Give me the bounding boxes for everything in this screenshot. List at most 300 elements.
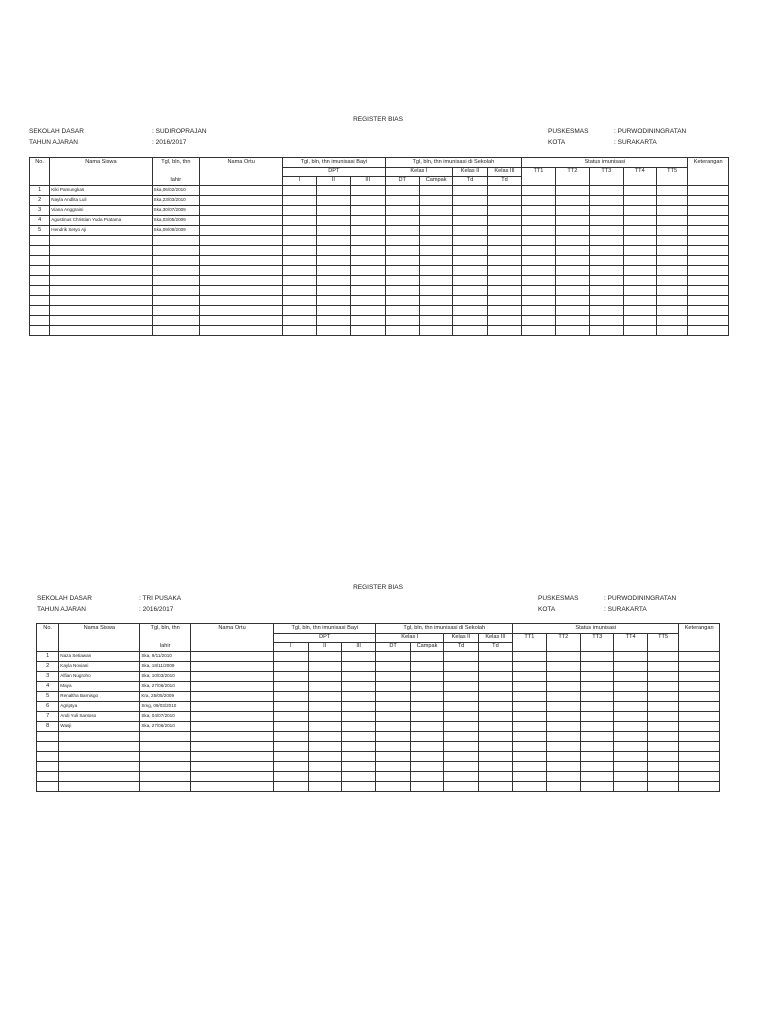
table-cell bbox=[283, 266, 316, 276]
table-row bbox=[30, 246, 729, 256]
table-cell bbox=[478, 652, 512, 662]
table-cell bbox=[316, 326, 350, 336]
table-cell bbox=[351, 306, 385, 316]
table-cell bbox=[376, 722, 410, 732]
col-header-tt1: TT1 bbox=[522, 168, 555, 177]
table-cell bbox=[351, 326, 385, 336]
table-cell bbox=[581, 772, 614, 782]
col-header-td-ii: Td bbox=[444, 643, 478, 652]
table-cell bbox=[190, 712, 273, 722]
table-cell bbox=[453, 306, 487, 316]
form-title: REGISTER BIAS bbox=[353, 116, 403, 123]
col-header-campak: Campak bbox=[410, 643, 443, 652]
table-cell bbox=[152, 266, 200, 276]
col-header-dpt-i: I bbox=[283, 177, 316, 186]
table-cell bbox=[513, 652, 546, 662]
table-cell bbox=[274, 752, 308, 762]
table-cell bbox=[453, 226, 487, 236]
table-cell bbox=[487, 316, 521, 326]
table-cell bbox=[513, 692, 546, 702]
table-cell bbox=[614, 662, 647, 672]
table-cell bbox=[37, 752, 59, 762]
col-header-imunisasi-sekolah: Tgl, bln, thn imunisasi di Sekolah bbox=[385, 158, 522, 168]
table-cell bbox=[444, 692, 478, 702]
table-cell bbox=[283, 286, 316, 296]
table-cell bbox=[50, 296, 152, 306]
table-cell bbox=[444, 742, 478, 752]
table-cell bbox=[623, 226, 656, 236]
table-cell bbox=[376, 662, 410, 672]
table-row bbox=[37, 782, 720, 792]
table-cell bbox=[376, 712, 410, 722]
puskesmas-label: PUSKESMAS bbox=[538, 595, 579, 602]
table-cell bbox=[410, 782, 443, 792]
col-header-tt5: TT5 bbox=[647, 634, 678, 643]
table-cell bbox=[555, 286, 589, 296]
table-cell bbox=[555, 246, 589, 256]
col-header-tgl-lahir: Tgl, bln, thn bbox=[140, 624, 191, 634]
table-cell bbox=[190, 762, 273, 772]
year-value: : 2016/2017 bbox=[139, 606, 174, 613]
table-cell bbox=[419, 286, 452, 296]
table-cell bbox=[656, 196, 687, 206]
table-cell bbox=[385, 216, 419, 226]
table-cell bbox=[647, 662, 678, 672]
table-cell bbox=[283, 316, 316, 326]
table-cell bbox=[410, 662, 443, 672]
table-cell bbox=[487, 266, 521, 276]
table-cell bbox=[623, 196, 656, 206]
table-cell bbox=[522, 186, 555, 196]
table-cell bbox=[581, 762, 614, 772]
table-cell bbox=[410, 732, 443, 742]
table-row bbox=[30, 226, 729, 236]
table-cell bbox=[647, 702, 678, 712]
table-cell bbox=[522, 286, 555, 296]
table-cell bbox=[283, 226, 316, 236]
table-cell bbox=[656, 206, 687, 216]
table-cell bbox=[140, 742, 191, 752]
table-cell bbox=[376, 752, 410, 762]
table-cell bbox=[30, 266, 50, 276]
table-cell bbox=[419, 226, 452, 236]
cell-no: 2 bbox=[30, 196, 50, 206]
table-cell bbox=[590, 266, 623, 276]
col-header-dpt-ii: II bbox=[308, 643, 341, 652]
table-cell bbox=[513, 752, 546, 762]
table-cell bbox=[478, 732, 512, 742]
table-cell bbox=[614, 782, 647, 792]
table-cell bbox=[614, 702, 647, 712]
table-cell bbox=[623, 216, 656, 226]
table-cell bbox=[590, 276, 623, 286]
cell-tgl-lahir: Ska,09/08/2009 bbox=[152, 226, 200, 236]
table-cell bbox=[200, 266, 283, 276]
table-cell bbox=[656, 256, 687, 266]
col-header-kelas-i: Kelas I bbox=[376, 634, 444, 643]
table-cell bbox=[614, 772, 647, 782]
table-cell bbox=[190, 692, 273, 702]
table-cell bbox=[140, 732, 191, 742]
table-cell bbox=[444, 682, 478, 692]
table-cell bbox=[453, 286, 487, 296]
table-cell bbox=[341, 702, 375, 712]
table-cell bbox=[590, 286, 623, 296]
table-cell bbox=[444, 722, 478, 732]
table-cell bbox=[341, 662, 375, 672]
table-cell bbox=[647, 692, 678, 702]
table-cell bbox=[513, 682, 546, 692]
table-cell bbox=[546, 782, 580, 792]
table-cell bbox=[555, 216, 589, 226]
table-cell bbox=[656, 186, 687, 196]
cell-nama-siswa: Viana Anggraini bbox=[50, 206, 152, 216]
table-row bbox=[30, 266, 729, 276]
table-cell bbox=[581, 652, 614, 662]
table-cell bbox=[190, 732, 273, 742]
table-cell bbox=[419, 206, 452, 216]
table-cell bbox=[283, 236, 316, 246]
table-row bbox=[30, 196, 729, 206]
table-cell bbox=[385, 306, 419, 316]
school-value: : TRI PUSAKA bbox=[139, 595, 182, 602]
table-cell bbox=[30, 326, 50, 336]
table-cell bbox=[478, 742, 512, 752]
table-cell bbox=[351, 256, 385, 266]
table-cell bbox=[200, 306, 283, 316]
col-header-dpt: DPT bbox=[274, 634, 376, 643]
table-cell bbox=[444, 752, 478, 762]
table-cell bbox=[376, 692, 410, 702]
cell-nama-siswa: Agriptya bbox=[59, 702, 140, 712]
table-cell bbox=[30, 246, 50, 256]
table-cell bbox=[647, 712, 678, 722]
table-cell bbox=[283, 256, 316, 266]
table-cell bbox=[453, 206, 487, 216]
col-header-dt: DT bbox=[385, 177, 419, 186]
table-cell bbox=[522, 266, 555, 276]
table-cell bbox=[581, 662, 614, 672]
table-row bbox=[37, 692, 720, 702]
table-cell bbox=[351, 206, 385, 216]
col-header-nama-ortu: Nama Ortu bbox=[190, 624, 273, 634]
col-header-dpt-iii: III bbox=[351, 177, 385, 186]
table-cell bbox=[316, 216, 350, 226]
table-cell bbox=[274, 662, 308, 672]
table-cell bbox=[656, 316, 687, 326]
table-cell bbox=[308, 772, 341, 782]
table-cell bbox=[647, 732, 678, 742]
table-cell bbox=[152, 316, 200, 326]
table-cell bbox=[30, 316, 50, 326]
table-cell bbox=[656, 306, 687, 316]
school-label: SEKOLAH DASAR bbox=[29, 128, 84, 135]
cell-no: 6 bbox=[37, 702, 59, 712]
table-cell bbox=[341, 672, 375, 682]
table-cell bbox=[341, 722, 375, 732]
table-cell bbox=[513, 672, 546, 682]
table-cell bbox=[453, 186, 487, 196]
table-cell bbox=[200, 196, 283, 206]
table-cell bbox=[152, 326, 200, 336]
table-cell bbox=[385, 186, 419, 196]
table-cell bbox=[546, 652, 580, 662]
table-cell bbox=[688, 266, 729, 276]
table-cell bbox=[487, 286, 521, 296]
table-cell bbox=[410, 692, 443, 702]
table-cell bbox=[623, 296, 656, 306]
table-cell bbox=[308, 662, 341, 672]
col-header-td-iii: Td bbox=[478, 643, 512, 652]
cell-nama-siswa: Alfian Nugroho bbox=[59, 672, 140, 682]
table-cell bbox=[656, 286, 687, 296]
table-cell bbox=[614, 682, 647, 692]
table-cell bbox=[688, 226, 729, 236]
table-cell bbox=[200, 226, 283, 236]
table-cell bbox=[30, 276, 50, 286]
table-cell bbox=[50, 316, 152, 326]
table-row bbox=[30, 276, 729, 286]
table-cell bbox=[478, 682, 512, 692]
table-cell bbox=[316, 306, 350, 316]
table-cell bbox=[37, 732, 59, 742]
col-header-tt1: TT1 bbox=[513, 634, 546, 643]
table-cell bbox=[274, 762, 308, 772]
table-row bbox=[30, 256, 729, 266]
table-cell bbox=[555, 186, 589, 196]
cell-no: 1 bbox=[30, 186, 50, 196]
table-cell bbox=[385, 276, 419, 286]
table-cell bbox=[283, 196, 316, 206]
table-cell bbox=[623, 276, 656, 286]
table-cell bbox=[478, 672, 512, 682]
cell-no: 4 bbox=[30, 216, 50, 226]
table-cell bbox=[283, 216, 316, 226]
kota-label: KOTA bbox=[538, 606, 556, 613]
col-header-keterangan: Keterangan bbox=[688, 158, 729, 168]
table-cell bbox=[679, 652, 720, 662]
table-row bbox=[37, 722, 720, 732]
table-row bbox=[37, 712, 720, 722]
table-cell bbox=[614, 712, 647, 722]
table-cell bbox=[513, 772, 546, 782]
table-cell bbox=[59, 782, 140, 792]
table-cell bbox=[385, 256, 419, 266]
table-cell bbox=[522, 316, 555, 326]
table-cell bbox=[581, 682, 614, 692]
table-cell bbox=[274, 722, 308, 732]
table-cell bbox=[478, 692, 512, 702]
table-cell bbox=[274, 682, 308, 692]
table-row bbox=[37, 742, 720, 752]
table-cell bbox=[487, 196, 521, 206]
puskesmas-value: : PURWODININGRATAN bbox=[614, 128, 687, 135]
table-cell bbox=[419, 216, 452, 226]
table-cell bbox=[200, 256, 283, 266]
table-cell bbox=[385, 326, 419, 336]
kota-label: KOTA bbox=[548, 139, 566, 146]
table-cell bbox=[590, 246, 623, 256]
table-cell bbox=[478, 762, 512, 772]
col-header-tgl-lahir: Tgl, bln, thn bbox=[152, 158, 200, 168]
table-cell bbox=[679, 772, 720, 782]
table-cell bbox=[274, 702, 308, 712]
table-cell bbox=[444, 672, 478, 682]
table-cell bbox=[308, 732, 341, 742]
table-row bbox=[30, 326, 729, 336]
cell-no: 7 bbox=[37, 712, 59, 722]
table-cell bbox=[546, 722, 580, 732]
table-cell bbox=[522, 296, 555, 306]
table-cell bbox=[656, 326, 687, 336]
table-cell bbox=[351, 296, 385, 306]
table-cell bbox=[688, 276, 729, 286]
table-cell bbox=[444, 772, 478, 782]
table-row bbox=[30, 316, 729, 326]
table-cell bbox=[581, 722, 614, 732]
table-cell bbox=[487, 186, 521, 196]
table-cell bbox=[200, 296, 283, 306]
table-cell bbox=[308, 722, 341, 732]
table-cell bbox=[581, 732, 614, 742]
cell-nama-siswa: Kayla Noviani bbox=[59, 662, 140, 672]
table-cell bbox=[688, 286, 729, 296]
cell-tgl-lahir: Ska,03/05/2009 bbox=[152, 216, 200, 226]
table-cell bbox=[351, 276, 385, 286]
table-cell bbox=[522, 216, 555, 226]
table-cell bbox=[555, 266, 589, 276]
col-header-tt3: TT3 bbox=[581, 634, 614, 643]
table-cell bbox=[656, 266, 687, 276]
table-cell bbox=[555, 196, 589, 206]
table-cell bbox=[647, 752, 678, 762]
table-cell bbox=[190, 702, 273, 712]
col-header-kelas-ii: Kelas II bbox=[453, 168, 487, 177]
table-cell bbox=[410, 712, 443, 722]
table-cell bbox=[522, 276, 555, 286]
table-cell bbox=[623, 186, 656, 196]
table-cell bbox=[316, 196, 350, 206]
table-cell bbox=[200, 246, 283, 256]
table-cell bbox=[688, 296, 729, 306]
table-cell bbox=[453, 236, 487, 246]
cell-tgl-lahir: Ska, 27/06/2010 bbox=[140, 682, 191, 692]
table-row bbox=[37, 672, 720, 682]
table-cell bbox=[478, 752, 512, 762]
cell-no: 8 bbox=[37, 722, 59, 732]
table-cell bbox=[513, 742, 546, 752]
col-header-dpt-i: I bbox=[274, 643, 308, 652]
table-cell bbox=[444, 732, 478, 742]
table-cell bbox=[590, 296, 623, 306]
table-cell bbox=[30, 286, 50, 296]
table-cell bbox=[37, 742, 59, 752]
table-cell bbox=[555, 206, 589, 216]
col-header-tt2: TT2 bbox=[546, 634, 580, 643]
table-cell bbox=[555, 256, 589, 266]
table-cell bbox=[623, 256, 656, 266]
col-header-dpt: DPT bbox=[283, 168, 385, 177]
table-row bbox=[30, 186, 729, 196]
kota-value: : SURAKARTA bbox=[614, 139, 657, 146]
table-cell bbox=[351, 246, 385, 256]
table-cell bbox=[30, 306, 50, 316]
table-cell bbox=[385, 196, 419, 206]
col-header-no: No. bbox=[30, 158, 50, 168]
col-header-lahir: lahir bbox=[140, 643, 191, 652]
table-cell bbox=[316, 316, 350, 326]
table-row bbox=[37, 682, 720, 692]
table-cell bbox=[513, 782, 546, 792]
cell-tgl-lahir: Ska,06/02/2010 bbox=[152, 186, 200, 196]
table-cell bbox=[623, 266, 656, 276]
col-header-nama-siswa: Nama Siswa bbox=[50, 158, 152, 168]
table-cell bbox=[385, 236, 419, 246]
col-header-dpt-ii: II bbox=[316, 177, 350, 186]
col-header-nama-siswa: Nama Siswa bbox=[59, 624, 140, 634]
table-cell bbox=[555, 316, 589, 326]
table-cell bbox=[688, 216, 729, 226]
table-cell bbox=[351, 216, 385, 226]
table-cell bbox=[410, 742, 443, 752]
table-cell bbox=[487, 306, 521, 316]
table-cell bbox=[590, 316, 623, 326]
table-cell bbox=[419, 316, 452, 326]
table-cell bbox=[679, 732, 720, 742]
table-cell bbox=[50, 246, 152, 256]
table-cell bbox=[623, 206, 656, 216]
col-header-kelas-i: Kelas I bbox=[385, 168, 453, 177]
puskesmas-value: : PURWODININGRATAN bbox=[604, 595, 677, 602]
table-cell bbox=[152, 306, 200, 316]
table-cell bbox=[453, 316, 487, 326]
table-cell bbox=[444, 762, 478, 772]
table-row bbox=[30, 286, 729, 296]
cell-no: 5 bbox=[30, 226, 50, 236]
table-cell bbox=[478, 772, 512, 782]
table-cell bbox=[37, 762, 59, 772]
table-cell bbox=[190, 772, 273, 782]
table-cell bbox=[376, 772, 410, 782]
table-cell bbox=[555, 276, 589, 286]
table-cell bbox=[341, 712, 375, 722]
table-cell bbox=[376, 782, 410, 792]
table-cell bbox=[341, 762, 375, 772]
table-cell bbox=[316, 256, 350, 266]
table-cell bbox=[444, 712, 478, 722]
table-cell bbox=[453, 276, 487, 286]
table-cell bbox=[385, 316, 419, 326]
table-cell bbox=[590, 196, 623, 206]
col-header-tt3: TT3 bbox=[590, 168, 623, 177]
table-cell bbox=[30, 256, 50, 266]
col-header-kelas-iii: Kelas III bbox=[478, 634, 512, 643]
table-cell bbox=[453, 266, 487, 276]
table-cell bbox=[376, 652, 410, 662]
table-cell bbox=[487, 276, 521, 286]
kota-value: : SURAKARTA bbox=[604, 606, 647, 613]
table-cell bbox=[623, 316, 656, 326]
table-cell bbox=[385, 296, 419, 306]
table-cell bbox=[376, 672, 410, 682]
table-cell bbox=[419, 326, 452, 336]
table-cell bbox=[623, 306, 656, 316]
table-cell bbox=[419, 246, 452, 256]
table-cell bbox=[555, 326, 589, 336]
cell-tgl-lahir: Smg, 09/03/2010 bbox=[140, 702, 191, 712]
table-cell bbox=[453, 216, 487, 226]
form-title: REGISTER BIAS bbox=[353, 584, 403, 591]
